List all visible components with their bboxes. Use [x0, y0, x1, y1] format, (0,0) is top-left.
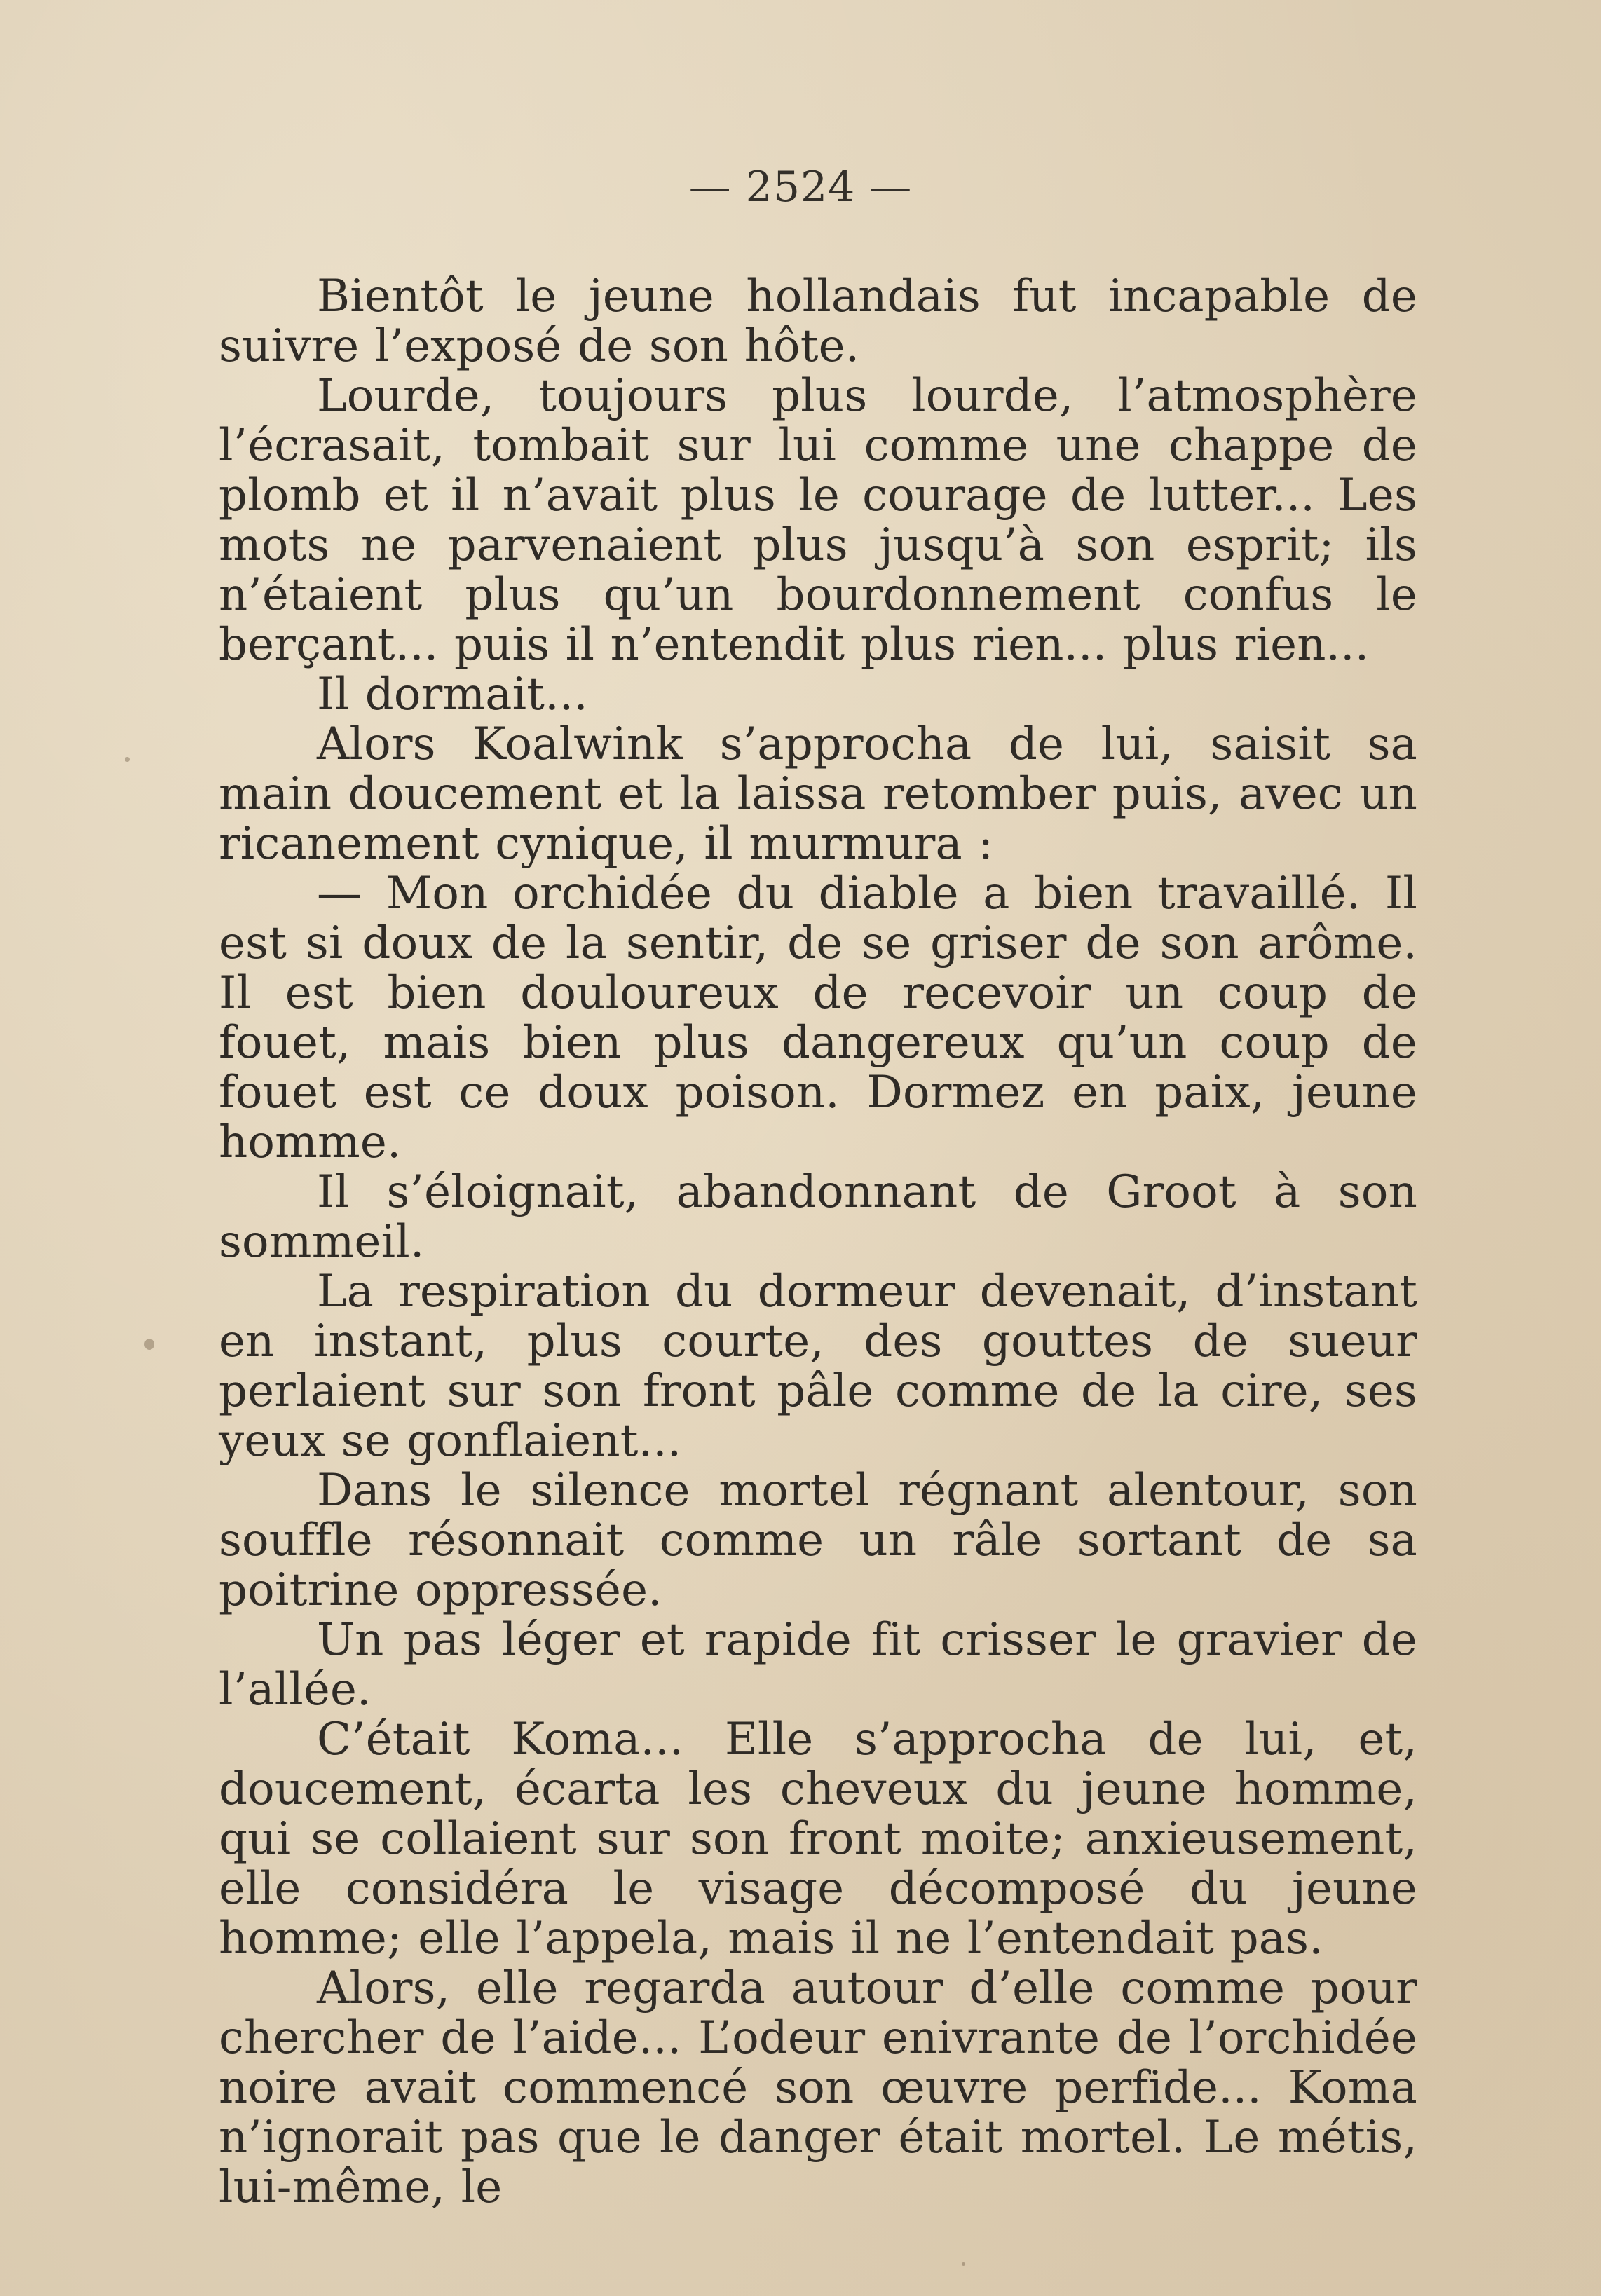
dialogue-paragraph: — Mon orchidée du diable a bien travaillé. Il est si doux de la sentir, de se griser de son arôme. Il est bien douloureux de recevoir un coup de fouet, mais bien plus dangereux qu’un coup de fouet est ce doux poison. Dormez en paix, jeune homme.	[219, 868, 1417, 1168]
paragraph: Un pas léger et rapide fit crisser le gravier de l’allée.	[219, 1614, 1417, 1716]
paragraph: La respiration du dormeur devenait, d’instant en instant, plus courte, des gouttes de sueur perlaient sur son front pâle comme de la cire, ses yeux se gonflaient...	[219, 1266, 1417, 1467]
paragraph: Il s’éloignait, abandonnant de Groot à son sommeil.	[219, 1166, 1417, 1268]
paragraph: Bientôt le jeune hollandais fut incapable de suivre l’exposé de son hôte.	[219, 271, 1417, 372]
paper-speck	[962, 2262, 965, 2266]
paragraph: Alors, elle regarda autour d’elle comme pour chercher de l’aide... L’odeur enivrante de l’orchidée noire avait commencé son œuvre perfide... Koma n’ignorait pas que le danger était mortel. Le métis, lui-même, le	[219, 1962, 1417, 2213]
page-number: — 2524 —	[688, 163, 913, 212]
paragraph: Dans le silence mortel régnant alentour, son souffle résonnait comme un râle sortant de sa poitrine oppressée.	[219, 1465, 1417, 1616]
paper-speck	[125, 757, 130, 762]
paragraph: C’était Koma... Elle s’approcha de lui, et, doucement, écarta les cheveux du jeune homme, qui se collaient sur son front moite; anxieusement, elle considéra le visage décomposé du jeune homme; elle l’appela, mais il ne l’entendait pas.	[219, 1714, 1417, 1964]
paper-speck	[495, 1585, 499, 1590]
body-text	[219, 272, 1417, 2213]
paragraph: Lourde, toujours plus lourde, l’atmosphère l’écrasait, tombait sur lui comme une chappe de plomb et il n’avait plus le courage de lutter... Les mots ne parvenaient plus jusqu’à son esprit; ils n’étaient plus qu’un bourdonnement confus le berçant... puis il n’entendit plus rien... plus rien...	[219, 370, 1417, 671]
paper-speck	[144, 1339, 154, 1350]
paragraph: Il dormait...	[317, 669, 588, 720]
paragraph: Alors Koalwink s’approcha de lui, saisit sa main doucement et la laissa retomber puis, avec un ricanement cynique, il murmura :	[219, 718, 1417, 870]
